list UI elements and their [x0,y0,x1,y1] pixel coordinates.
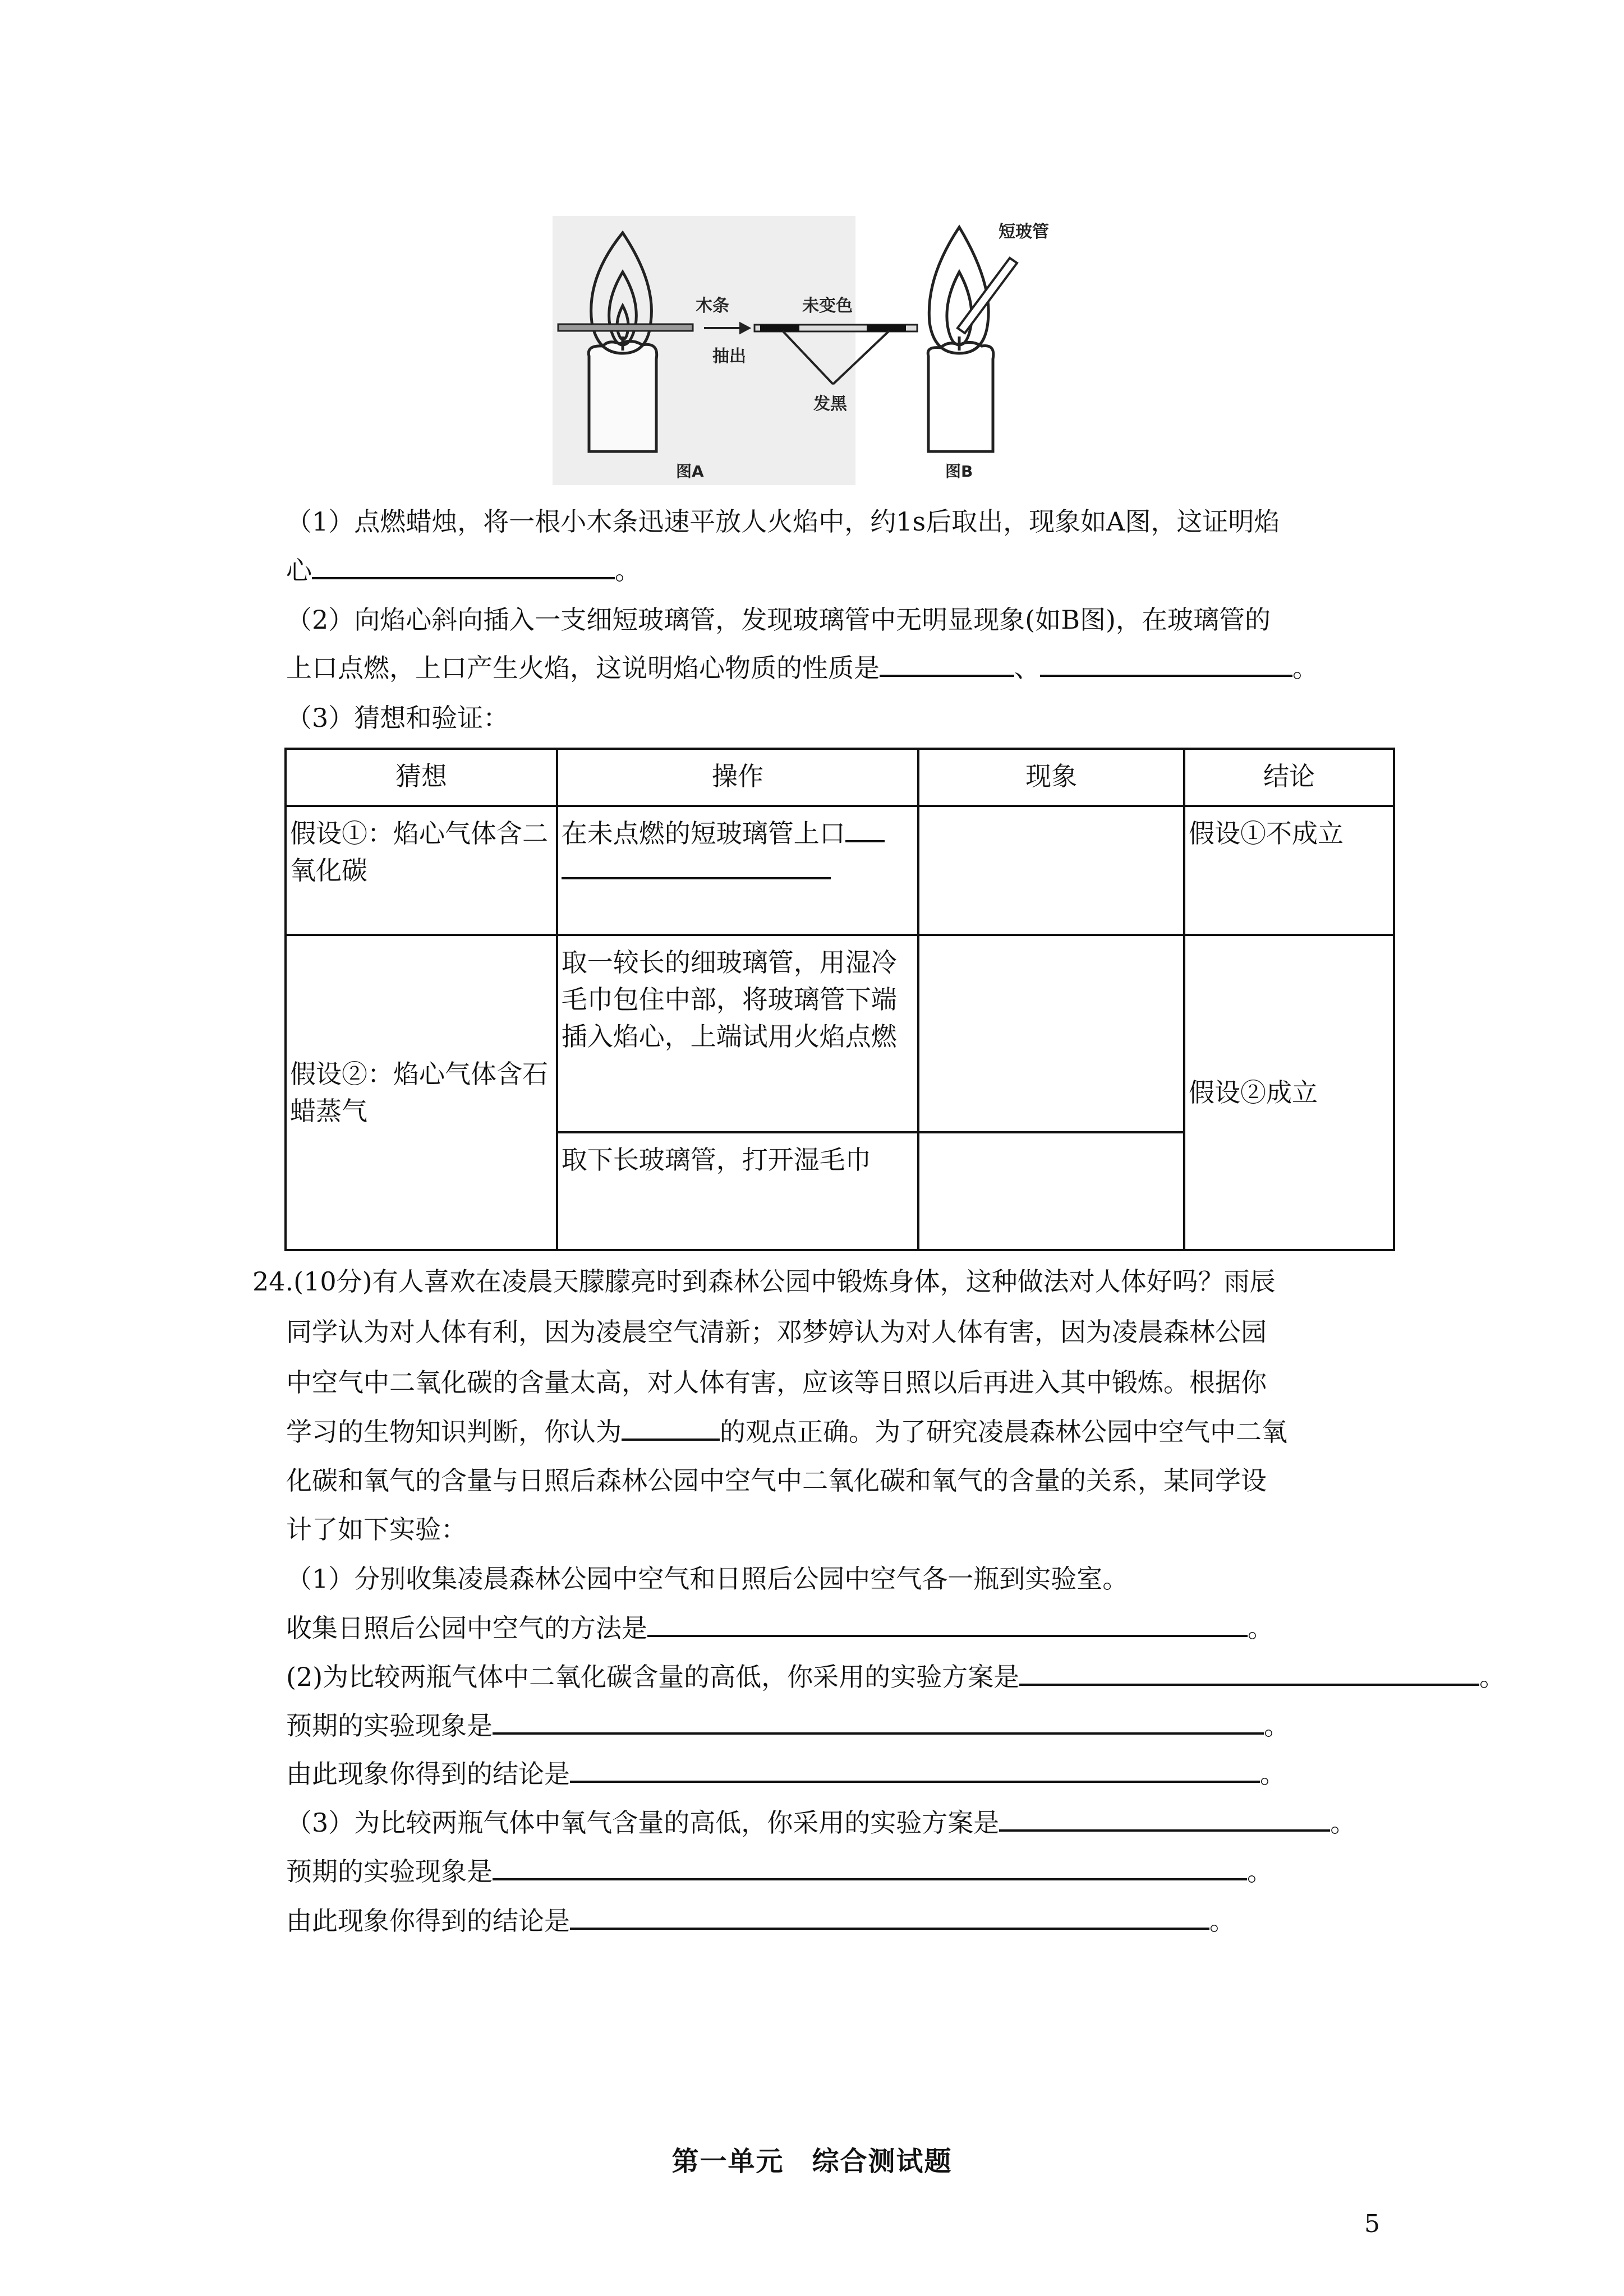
answer-blank-o2-conclusion[interactable] [570,1902,1209,1930]
q24-part3-end: 。 [1330,1808,1356,1838]
q24-line5: 化碳和氧气的含量与日照后森林公园中空气中二氧化碳和氧气的含量的关系，某同学设 [286,1465,1267,1496]
q24-line3: 中空气中二氧化碳的含量太高，对人体有害，应该等日照以后再进入其中锻炼。根据你 [286,1367,1267,1398]
q24-expect-1-end: 。 [1264,1711,1290,1741]
header-conclusion: 结论 [1184,749,1394,806]
answer-blank-co2-phenomenon[interactable] [493,1707,1264,1735]
q24-collect [286,1608,1273,1648]
answer-blank-property-1[interactable] [880,649,1014,677]
table-row [286,806,1394,935]
row1-guess: 假设①：焰心气体含二氧化碳 [286,806,557,935]
label-tube: 短玻管 [999,222,1049,242]
answer-blank-flame-core[interactable] [312,551,615,579]
q24-conclude-1 [286,1754,1286,1794]
q24-part2 [286,1657,1505,1696]
answer-blank-co2-conclusion[interactable] [570,1755,1260,1783]
q24-collect-end: 。 [1248,1613,1273,1643]
header-operation: 操作 [557,749,919,806]
q24-expect-2 [286,1852,1273,1891]
q23-part1-suffix: 。 [615,555,641,585]
q24-expect-1 [286,1706,1290,1745]
answer-blank-o2-plan[interactable] [999,1804,1330,1832]
q24-line1: 24.(10分)有人喜欢在凌晨天朦朦亮时到森林公园中锻炼身体，这种做法对人体好吗？雨辰 [252,1266,1276,1297]
answer-blank-collect-method[interactable] [647,1609,1248,1637]
unit-title: 第一单元 综合测试题 [671,2146,953,2177]
q24-line4-suffix: 的观点正确。为了研究凌晨森林公园中空气中二氧 [720,1417,1287,1447]
q24-conclude-1-end: 。 [1260,1759,1286,1789]
header-guess: 猜想 [286,749,557,806]
answer-blank-co2-plan[interactable] [1019,1658,1479,1686]
q24-line6: 计了如下实验： [286,1514,467,1545]
q23-part2-line1: （2）向焰心斜向插入一支细短玻璃管，发现玻璃管中无明显现象(如B图)，在玻璃管的 [286,605,1271,635]
candle-diagram [553,216,1057,485]
caption-a: 图A [676,462,704,481]
page-number: 5 [1364,2210,1380,2238]
row1-phenomenon[interactable] [918,806,1184,935]
wood-stick-a [558,324,693,331]
q24-expect-2-label: 预期的实验现象是 [286,1856,493,1887]
q23-part1-line2 [286,551,641,590]
q24-line4 [286,1412,1287,1451]
q24-line2: 同学认为对人体有利，因为凌晨空气清新；邓梦婷认为对人体有害，因为凌晨森林公园 [286,1317,1267,1347]
q23-part2-suffix: 。 [1292,653,1318,683]
q24-conclude-2-label: 由此现象你得到的结论是 [286,1906,570,1936]
row2-phenomenon-1[interactable] [918,935,1184,1132]
q24-conclude-2 [286,1901,1235,1940]
row1-conclusion: 假设①不成立 [1184,806,1394,935]
caption-b: 图B [945,462,973,481]
q24-collect-label: 收集日照后公园中空气的方法是 [286,1613,647,1643]
table-header-row [286,749,1394,806]
row2-phenomenon-2[interactable] [918,1132,1184,1250]
answer-blank-correct-view[interactable] [622,1413,720,1441]
header-phenomenon: 现象 [918,749,1184,806]
q24-part2-end: 。 [1479,1662,1506,1692]
row2-operation-1: 取一较长的细玻璃管，用湿冷毛巾包住中部，将玻璃管下端插入焰心，上端试用火焰点燃 [557,935,919,1132]
label-pull: 抽出 [712,347,746,366]
row1-operation [557,806,919,935]
label-unchanged: 未变色 [802,296,853,316]
label-wood: 木条 [696,296,729,316]
q24-conclude-1-label: 由此现象你得到的结论是 [286,1759,570,1789]
q24-expect-1-label: 预期的实验现象是 [286,1711,493,1741]
table-row [286,935,1394,1132]
answer-blank-o2-phenomenon[interactable] [493,1852,1247,1880]
q24-line4-prefix: 学习的生物知识判断，你认为 [286,1417,622,1447]
row1-operation-blank-a[interactable] [845,818,885,842]
wood-stick-pulled [755,325,917,331]
q23-part1-prefix: 心 [286,555,312,585]
q23-part2-sep: 、 [1014,653,1040,683]
q24-conclude-2-end: 。 [1209,1906,1235,1936]
row2-operation-2: 取下长玻璃管，打开湿毛巾 [557,1132,919,1250]
candle-figure [553,216,1057,485]
q23-part1-line1: （1）点燃蜡烛，将一根小木条迅速平放人火焰中，约1s后取出，现象如A图，这证明焰 [286,506,1280,537]
q23-part3: （3）猜想和验证： [286,703,509,733]
q24-part3 [286,1803,1356,1842]
q24-part3-label: （3）为比较两瓶气体中氧气含量的高低，你采用的实验方案是 [286,1808,1000,1838]
q24-part1: （1）分别收集凌晨森林公园中空气和日照后公园中空气各一瓶到实验室。 [286,1564,1129,1594]
q24-part2-label: (2)为比较两瓶气体中二氧化碳含量的高低，你采用的实验方案是 [286,1662,1020,1692]
hypothesis-table [284,748,1395,1251]
q23-part2-prefix: 上口点燃，上口产生火焰，这说明焰心物质的性质是 [286,653,880,683]
candle-b [928,227,993,451]
q24-expect-2-end: 。 [1247,1856,1273,1887]
row2-conclusion: 假设②成立 [1184,935,1394,1250]
answer-blank-property-2[interactable] [1040,649,1292,677]
label-black: 发黑 [813,394,847,414]
row2-guess: 假设②：焰心气体含石蜡蒸气 [286,935,557,1250]
row1-operation-blank-b[interactable] [562,855,831,879]
q23-part2-line2 [286,648,1318,688]
row1-operation-text: 在未点燃的短玻璃管上口 [561,818,845,849]
